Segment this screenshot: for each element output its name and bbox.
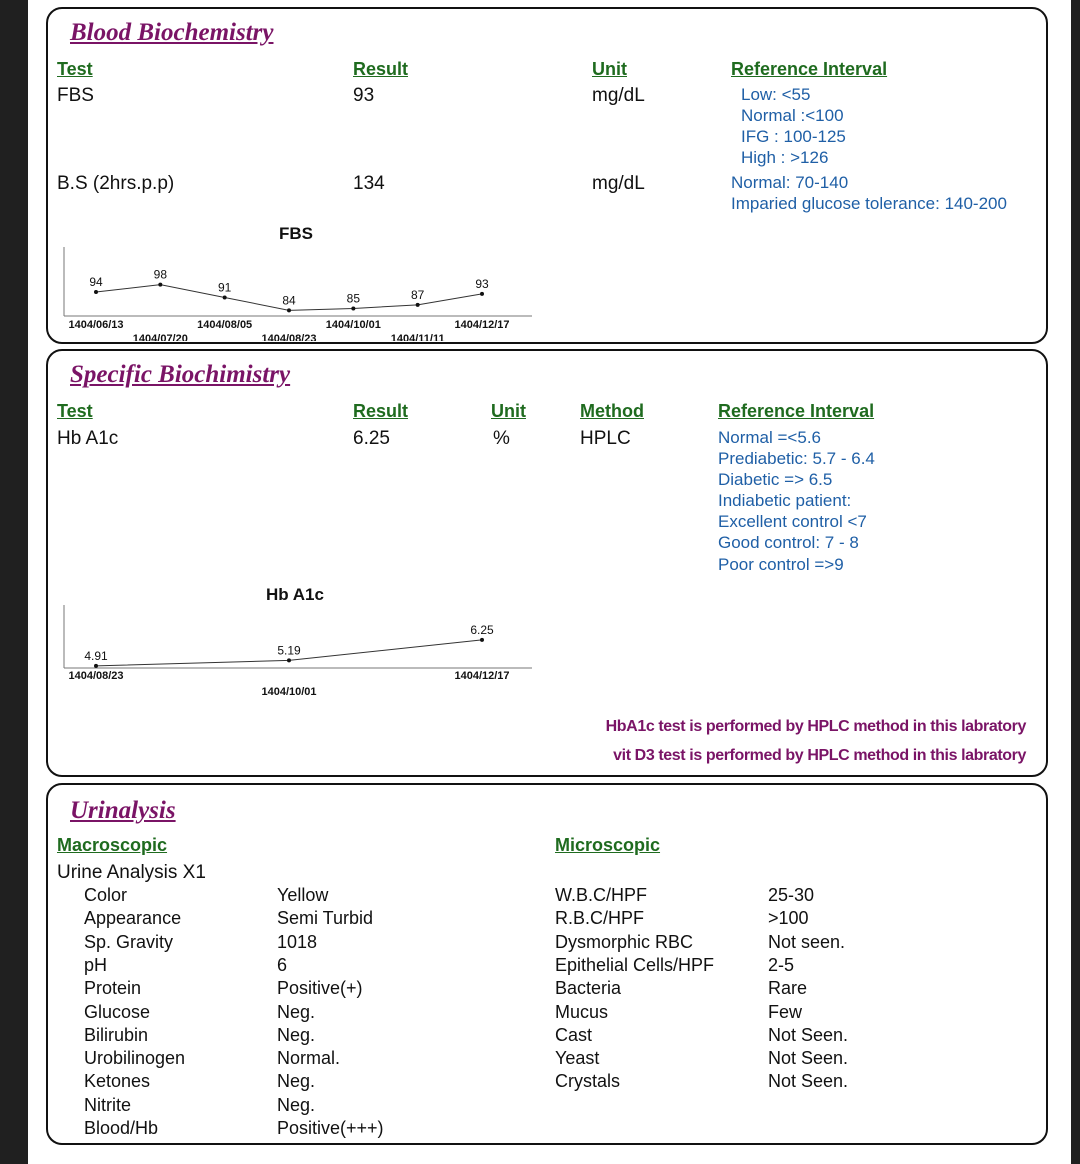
- micro-item-name: Bacteria: [555, 978, 622, 999]
- data-label: 87: [410, 287, 425, 302]
- data-point: [351, 307, 355, 311]
- macro-item-name: Ketones: [84, 1071, 151, 1092]
- data-label: 85: [346, 291, 361, 306]
- reference-line: Excellent control <7: [718, 512, 867, 531]
- x-tick-label: 1404/11/11: [390, 333, 445, 341]
- micro-item-value: Not seen.: [768, 931, 846, 952]
- reference-line: Normal :<100: [741, 106, 844, 125]
- reference-line: Good control: 7 - 8: [718, 533, 859, 552]
- macro-item-value: 1018: [277, 931, 318, 952]
- macro-item-name: Nitrite: [84, 1094, 132, 1115]
- macro-item-value: 6: [277, 954, 288, 975]
- x-tick-label: 1404/08/23: [68, 670, 124, 682]
- data-label: 6.25: [470, 622, 494, 637]
- data-label: 91: [217, 280, 232, 295]
- reference-line: High : >126: [741, 148, 829, 167]
- x-tick-label: 1404/08/05: [197, 319, 253, 331]
- data-point: [158, 283, 162, 287]
- x-tick-label: 1404/12/17: [454, 319, 510, 331]
- micro-item-value: Not Seen.: [768, 1071, 849, 1092]
- header-test: Test: [57, 59, 93, 79]
- x-tick-label: 1404/06/13: [68, 319, 124, 331]
- macro-item-name: Blood/Hb: [84, 1118, 159, 1138]
- macro-item-name: Appearance: [84, 908, 182, 929]
- test-result: 134: [353, 173, 385, 194]
- data-label: 93: [475, 276, 489, 291]
- data-point: [94, 664, 98, 668]
- data-label: 84: [282, 293, 296, 308]
- test-result: 93: [353, 85, 375, 106]
- macroscopic-header: Macroscopic: [57, 835, 168, 855]
- macro-item-value: Positive(+++): [277, 1118, 384, 1138]
- micro-item-value: 25-30: [768, 885, 815, 905]
- macro-item-name: Bilirubin: [84, 1024, 149, 1045]
- data-point: [287, 658, 291, 662]
- reference-line: Normal: 70-140: [731, 173, 849, 192]
- micro-item-name: Epithelial Cells/HPF: [555, 954, 715, 975]
- test-unit: mg/dL: [592, 85, 645, 106]
- header-method: Method: [580, 401, 644, 421]
- x-tick-label: 1404/10/01: [261, 686, 317, 698]
- header-unit: Unit: [491, 401, 526, 421]
- hba1c-chart-title: Hb A1c: [266, 585, 324, 604]
- fbs-chart-title: FBS: [279, 224, 313, 243]
- test-unit: mg/dL: [592, 173, 645, 194]
- macro-item-value: Neg.: [277, 1001, 316, 1022]
- reference-line: Poor control =>9: [718, 555, 844, 574]
- test-name: FBS: [57, 85, 94, 106]
- micro-item-value: Few: [768, 1001, 803, 1022]
- reference-line: Diabetic => 6.5: [718, 470, 833, 489]
- section-title: Specific Biochimistry: [70, 361, 291, 388]
- data-label: 5.19: [277, 643, 301, 658]
- reference-line: Indiabetic patient:: [718, 491, 852, 510]
- macro-item-name: Glucose: [84, 1001, 151, 1022]
- micro-item-value: Not Seen.: [768, 1024, 849, 1045]
- x-tick-label: 1404/08/23: [261, 333, 317, 341]
- micro-item-value: Not Seen.: [768, 1048, 849, 1069]
- header-result: Result: [353, 59, 409, 79]
- macro-item-value: Positive(+): [277, 978, 363, 999]
- micro-item-name: R.B.C/HPF: [555, 908, 645, 929]
- method-note: HbA1c test is performed by HPLC method in this labratory: [605, 718, 1026, 735]
- x-tick-label: 1404/10/01: [325, 319, 381, 331]
- data-point: [480, 638, 484, 642]
- reference-line: IFG : 100-125: [741, 127, 846, 146]
- reference-line: Prediabetic: 5.7 - 6.4: [718, 449, 875, 468]
- header-reference: Reference Interval: [718, 401, 875, 421]
- test-name: Hb A1c: [57, 428, 119, 449]
- data-point: [223, 296, 227, 300]
- header-reference: Reference Interval: [731, 59, 888, 79]
- macro-item-value: Neg.: [277, 1071, 316, 1092]
- data-point: [94, 290, 98, 294]
- x-tick-label: 1404/12/17: [454, 670, 510, 682]
- reference-line: Normal =<5.6: [718, 428, 821, 447]
- macro-item-name: Color: [84, 885, 128, 905]
- macro-item-name: pH: [84, 954, 108, 975]
- macro-item-value: Normal.: [277, 1048, 341, 1069]
- micro-item-name: Cast: [555, 1024, 593, 1045]
- data-label: 94: [89, 275, 103, 289]
- macro-item-value: Neg.: [277, 1094, 316, 1115]
- macro-item-name: Protein: [84, 978, 142, 999]
- data-point: [480, 292, 484, 296]
- microscopic-header: Microscopic: [555, 835, 661, 855]
- data-label: 4.91: [84, 648, 108, 663]
- section-title: Blood Biochemistry: [70, 19, 274, 46]
- micro-item-name: W.B.C/HPF: [555, 885, 648, 905]
- micro-item-value: >100: [768, 908, 809, 929]
- x-tick-label: 1404/07/20: [132, 333, 188, 341]
- macro-item-value: Semi Turbid: [277, 908, 374, 929]
- specific-biochemistry-section: [46, 349, 1048, 777]
- urine-analysis-subtitle: Urine Analysis X1: [57, 862, 206, 883]
- header-unit: Unit: [592, 59, 627, 79]
- header-test: Test: [57, 401, 93, 421]
- micro-item-name: Dysmorphic RBC: [555, 931, 694, 952]
- macro-item-value: Yellow: [277, 885, 329, 905]
- fbs-chart: [48, 241, 548, 341]
- reference-line: Low: <55: [741, 85, 811, 104]
- test-result: 6.25: [353, 428, 390, 449]
- micro-item-name: Mucus: [555, 1001, 609, 1022]
- macro-item-value: Neg.: [277, 1024, 316, 1045]
- section-title: Urinalysis: [70, 797, 176, 824]
- scrollbar[interactable]: [1071, 0, 1080, 1164]
- test-method: HPLC: [580, 428, 631, 449]
- macro-item-name: Sp. Gravity: [84, 931, 174, 952]
- test-unit: %: [493, 428, 510, 449]
- macro-item-name: Urobilinogen: [84, 1048, 186, 1069]
- method-note: vit D3 test is performed by HPLC method in this labratory: [613, 747, 1026, 764]
- data-label: 98: [153, 267, 168, 282]
- micro-item-value: 2-5: [768, 954, 795, 975]
- data-point: [416, 303, 420, 307]
- micro-item-name: Crystals: [555, 1071, 621, 1092]
- urinalysis-section: [46, 783, 1048, 1145]
- micro-item-name: Yeast: [555, 1048, 600, 1069]
- micro-item-value: Rare: [768, 978, 808, 999]
- header-result: Result: [353, 401, 409, 421]
- reference-line: Imparied glucose tolerance: 140-200: [731, 194, 1007, 213]
- test-name: B.S (2hrs.p.p): [57, 173, 175, 194]
- blood-biochemistry-section: [46, 7, 1048, 344]
- hba1c-chart: [48, 605, 548, 705]
- data-point: [287, 308, 291, 312]
